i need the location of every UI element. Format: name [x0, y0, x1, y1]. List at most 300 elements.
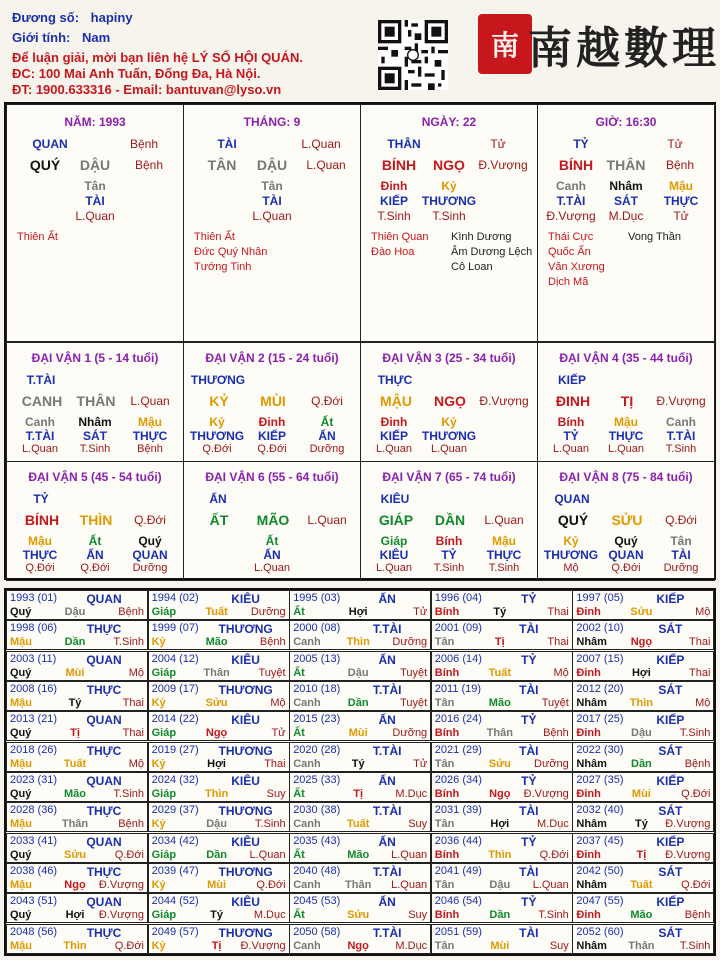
hidden-can: Mậu: [614, 415, 638, 429]
year-star: QUAN: [86, 895, 122, 910]
year-label: 2047 (55): [576, 895, 624, 908]
year-can: Đinh: [576, 848, 601, 861]
dai-van-can: ẤT: [209, 512, 229, 528]
year-cell[interactable]: [572, 893, 714, 923]
year-chi: Ngọ: [630, 636, 653, 649]
year-chi: Thìn: [63, 939, 87, 952]
year-cell[interactable]: [148, 893, 290, 923]
year-stage: L.Quan: [532, 878, 569, 891]
dai-van-stage: Q.Đới: [134, 513, 166, 527]
year-stage: Q.Đới: [681, 878, 711, 891]
hidden-stage: T.Sinh: [377, 209, 411, 223]
year-label: 2006 (14): [434, 652, 482, 665]
year-can: Ất: [293, 787, 305, 800]
year-cell[interactable]: [148, 742, 290, 772]
year-cell[interactable]: [431, 924, 573, 954]
year-stage: T.Sinh: [538, 909, 569, 922]
year-label: 2037 (45): [576, 834, 624, 847]
hidden-can: Đinh: [258, 415, 286, 429]
year-star: TỶ: [521, 713, 537, 728]
year-cell[interactable]: [289, 590, 431, 620]
year-chi: Tuất: [488, 666, 511, 679]
hidden-stage: T.Sinh: [433, 562, 465, 574]
year-cell[interactable]: [6, 893, 148, 923]
year-can: Kỷ: [151, 818, 166, 831]
year-chi: Thân: [61, 818, 89, 831]
year-label: 2013 (21): [10, 713, 58, 726]
year-stage: Đ.Vượng: [98, 878, 144, 891]
year-chi: Dậu: [347, 666, 369, 679]
pillars-grid: [4, 102, 716, 580]
hidden-stage: M.Dục: [608, 209, 644, 223]
dai-van-can: BÍNH: [24, 512, 60, 528]
year-cell[interactable]: [148, 651, 290, 681]
year-cell[interactable]: [572, 651, 714, 681]
hidden-stage: L.Quan: [75, 209, 115, 223]
hidden-god: THƯƠNG: [421, 429, 477, 443]
pillar-title: NĂM: 1993: [64, 115, 126, 129]
hidden-stage: L.Quan: [253, 562, 291, 574]
year-cell[interactable]: [6, 924, 148, 954]
dai-van-chi: MÃO: [256, 512, 290, 528]
year-stage: Mộ: [695, 606, 711, 618]
dai-van-can: ĐINH: [555, 393, 591, 409]
year-cell[interactable]: [572, 924, 714, 954]
year-star: THỰC: [86, 804, 122, 819]
year-stage: Dưỡng: [392, 636, 428, 649]
year-stage: Tuyệt: [258, 666, 286, 679]
year-chi: Tuất: [205, 606, 228, 618]
year-cell[interactable]: [572, 681, 714, 711]
year-cell[interactable]: [431, 893, 573, 923]
year-chi: Mão: [347, 848, 370, 861]
pillar-can: BÍNH: [558, 157, 594, 173]
pillar-top-god: THÂN: [387, 137, 421, 151]
year-star: TÀI: [519, 864, 539, 879]
year-can: Nhâm: [576, 939, 607, 952]
year-stage: T.Sinh: [255, 818, 286, 831]
hidden-can: Mậu: [669, 179, 693, 193]
year-star: THƯƠNG: [218, 622, 273, 637]
year-stage: Q.Đới: [114, 848, 144, 861]
year-star: THỰC: [86, 622, 122, 637]
year-cell[interactable]: [289, 802, 431, 832]
year-star: THƯƠNG: [218, 925, 273, 940]
year-label: 1998 (06): [10, 622, 58, 635]
year-chi: Tị: [494, 636, 505, 649]
year-label: 2020 (28): [293, 743, 341, 756]
year-cell[interactable]: [6, 833, 148, 863]
year-cell[interactable]: [148, 802, 290, 832]
year-can: Canh: [293, 818, 321, 831]
year-can: Tân: [434, 818, 455, 831]
hidden-god: ẤN: [263, 548, 281, 562]
hidden-god: ẤN: [318, 429, 336, 443]
year-cell[interactable]: [572, 772, 714, 802]
hidden-can: Kỷ: [441, 179, 457, 193]
hidden-god: THỰC: [132, 429, 168, 443]
year-chi: Hợi: [65, 909, 85, 922]
year-chi: Hợi: [631, 666, 651, 679]
year-cell[interactable]: [431, 833, 573, 863]
year-star: TÀI: [519, 682, 539, 697]
year-chi: Sửu: [347, 909, 370, 922]
year-cell[interactable]: [148, 590, 290, 620]
year-star: KIẾP: [656, 592, 685, 606]
year-can: Mậu: [10, 878, 32, 891]
year-can: Mậu: [10, 636, 32, 649]
pillar-can: QUÝ: [29, 157, 61, 173]
dai-van-stage: L.Quan: [130, 394, 170, 408]
hidden-can: Bính: [435, 534, 463, 548]
year-star: ẤN: [378, 652, 396, 667]
star-item: Dịch Mã: [548, 276, 589, 288]
year-cell[interactable]: [431, 681, 573, 711]
year-cell[interactable]: [289, 711, 431, 741]
year-stage: Suy: [408, 818, 428, 831]
dai-van-god: QUAN: [554, 492, 590, 506]
dai-van-chi: DẦN: [434, 512, 466, 528]
year-label: 1997 (05): [576, 592, 624, 604]
hidden-god: TỶ: [563, 429, 579, 443]
year-cell[interactable]: [289, 772, 431, 802]
hidden-stage: T.Sinh: [665, 443, 697, 455]
pillar-cell: [6, 104, 184, 342]
pillar-cell: [183, 104, 361, 342]
hidden-can: Nhâm: [609, 179, 643, 193]
year-chi: Dần: [64, 636, 86, 649]
star-item: Âm Dương Lệch: [451, 246, 533, 258]
year-star: QUAN: [86, 773, 122, 788]
hidden-can: Canh: [556, 179, 586, 193]
year-chi: Ngọ: [205, 727, 228, 740]
hidden-god: KIÊU: [379, 548, 409, 562]
year-cell[interactable]: [6, 590, 148, 620]
year-star: THƯƠNG: [218, 804, 273, 819]
year-cell[interactable]: [6, 802, 148, 832]
year-cell[interactable]: [572, 863, 714, 893]
year-can: Tân: [434, 939, 455, 952]
pillar-chi: DẬU: [256, 157, 288, 173]
year-cell[interactable]: [431, 863, 573, 893]
year-stage: Thai: [122, 727, 144, 740]
year-cell[interactable]: [148, 833, 290, 863]
year-cell[interactable]: [6, 711, 148, 741]
year-cell[interactable]: [431, 802, 573, 832]
year-star: TỶ: [521, 895, 537, 910]
year-label: 2034 (42): [151, 834, 199, 847]
pillar-can: BÍNH: [381, 157, 417, 173]
year-can: Bính: [434, 606, 460, 618]
year-cell[interactable]: [148, 772, 290, 802]
year-can: Đinh: [576, 909, 601, 922]
year-cell[interactable]: [148, 620, 290, 650]
year-stage: M.Dục: [537, 818, 569, 831]
year-stage: Bệnh: [118, 818, 144, 831]
year-chi: Thìn: [629, 696, 653, 709]
dai-van-cell: [6, 461, 184, 581]
pillar-cell: [360, 104, 538, 342]
hidden-stage: L.Quan: [375, 562, 413, 574]
year-label: 2039 (47): [151, 864, 199, 877]
year-cell[interactable]: [289, 620, 431, 650]
pillar-top-god: TỶ: [573, 137, 589, 151]
year-cell[interactable]: [289, 651, 431, 681]
hidden-stage: T.Sinh: [79, 443, 111, 455]
year-cell[interactable]: [289, 863, 431, 893]
year-cell[interactable]: [6, 651, 148, 681]
year-star: T.TÀI: [372, 743, 402, 758]
pillar-title: NGÀY: 22: [421, 115, 477, 129]
year-can: Tân: [434, 757, 455, 770]
year-stage: Q.Đới: [681, 787, 711, 800]
year-label: 2044 (52): [151, 895, 199, 908]
year-stage: Thai: [547, 636, 569, 649]
year-chi: Sửu: [205, 696, 228, 709]
star-item: Thiên Ất: [17, 231, 58, 243]
year-cell[interactable]: [289, 742, 431, 772]
year-can: Bính: [434, 727, 460, 740]
year-chi: Thân: [345, 878, 372, 891]
year-can: Đinh: [576, 666, 601, 679]
year-cell[interactable]: [572, 711, 714, 741]
dai-van-can: MẬU: [380, 393, 412, 409]
star-item: Đào Hoa: [371, 246, 415, 258]
year-cell[interactable]: [572, 742, 714, 772]
year-label: 2036 (44): [434, 834, 482, 847]
year-star: TỶ: [521, 592, 537, 606]
year-chi: Sửu: [63, 848, 87, 861]
pillar-stage: L.Quan: [306, 158, 346, 172]
year-cell[interactable]: [572, 590, 714, 620]
year-can: Quý: [10, 666, 32, 679]
year-stage: Q.Đới: [539, 848, 569, 861]
dai-van-god: THƯƠNG: [190, 373, 246, 387]
annual-luck-table: [4, 588, 716, 956]
year-star: KIẾP: [656, 713, 685, 728]
year-chi: Tuất: [630, 878, 653, 891]
qr-code-icon[interactable]: [378, 20, 448, 90]
year-stage: Đ.Vượng: [523, 787, 569, 800]
hidden-god: TỶ: [441, 548, 457, 562]
year-chi: Dần: [631, 757, 652, 770]
hidden-god: TÀI: [85, 194, 105, 208]
gender-label: Giới tính:: [12, 30, 71, 45]
year-cell[interactable]: [148, 681, 290, 711]
hidden-god: THƯƠNG: [421, 194, 477, 208]
year-stage: Bệnh: [684, 909, 711, 922]
star-item: Tướng Tinh: [194, 261, 252, 273]
dai-van-title: ĐẠI VẬN 7 (65 - 74 tuổi): [382, 470, 516, 484]
year-star: THỰC: [86, 864, 122, 879]
year-label: 1999 (07): [151, 622, 199, 635]
year-stage: Mộ: [270, 696, 286, 709]
year-stage: Đ.Vượng: [665, 848, 711, 861]
dai-van-cell: [537, 461, 715, 581]
brand-logo-text: 南越數理: [528, 23, 720, 74]
year-stage: Thai: [688, 666, 711, 679]
year-can: Giáp: [151, 909, 177, 922]
year-chi: Dần: [347, 696, 369, 709]
year-cell[interactable]: [289, 833, 431, 863]
year-stage: Bệnh: [259, 636, 286, 649]
hidden-can: Kỷ: [563, 534, 579, 548]
hidden-stage: T.Sinh: [432, 209, 466, 223]
year-cell[interactable]: [289, 681, 431, 711]
year-can: Quý: [10, 909, 32, 922]
year-cell[interactable]: [6, 742, 148, 772]
hidden-stage: L.Quan: [21, 443, 59, 455]
phone-email-line[interactable]: ĐT: 1900.633316 - Email: bantuvan@lyso.vn: [12, 82, 282, 97]
year-cell[interactable]: [6, 772, 148, 802]
dai-van-cell: [537, 342, 715, 462]
year-can: Quý: [10, 606, 32, 618]
year-chi: Tý: [351, 757, 365, 770]
year-star: KIÊU: [231, 834, 260, 849]
year-chi: Tị: [636, 848, 647, 861]
pillar-top-stage: Bệnh: [129, 137, 159, 151]
year-label: 2029 (37): [151, 804, 199, 817]
year-cell[interactable]: [148, 711, 290, 741]
year-cell[interactable]: [431, 651, 573, 681]
year-chi: Mùi: [207, 878, 227, 891]
year-star: TÀI: [519, 622, 539, 637]
year-chi: Thân: [486, 727, 513, 740]
year-cell[interactable]: [289, 924, 431, 954]
dai-van-title: ĐẠI VẬN 1 (5 - 14 tuổi): [31, 351, 159, 365]
pillar-chi: THÂN: [606, 157, 646, 173]
year-label: 2000 (08): [293, 622, 341, 635]
year-can: Kỷ: [151, 696, 166, 709]
dai-van-title: ĐẠI VẬN 3 (25 - 34 tuổi): [382, 351, 516, 365]
year-stage: T.Sinh: [113, 787, 144, 800]
dai-van-god: KIẾP: [557, 373, 586, 387]
year-star: ẤN: [378, 773, 396, 788]
year-cell[interactable]: [431, 772, 573, 802]
year-chi: Sửu: [488, 757, 511, 770]
year-label: 2050 (58): [293, 925, 341, 938]
year-label: 2026 (34): [434, 773, 482, 786]
hidden-can: Nhâm: [78, 415, 112, 429]
year-stage: T.Sinh: [679, 939, 711, 952]
hidden-can: Canh: [25, 415, 55, 429]
year-can: Bính: [434, 909, 460, 922]
year-chi: Dậu: [64, 606, 86, 618]
year-chi: Dậu: [489, 878, 511, 891]
hidden-god: T.TÀI: [666, 429, 696, 443]
hidden-stage: Q.Đới: [611, 562, 641, 574]
year-chi: Mùi: [490, 939, 510, 952]
year-stage: Bệnh: [684, 757, 711, 770]
pillar-can: TÂN: [207, 157, 237, 173]
year-can: Nhâm: [576, 636, 607, 649]
year-cell[interactable]: [572, 833, 714, 863]
hidden-stage: Dưỡng: [663, 562, 699, 574]
hidden-stage: Đ.Vượng: [546, 209, 596, 223]
year-can: Ất: [293, 727, 305, 740]
year-cell[interactable]: [148, 863, 290, 893]
gender-line: [12, 30, 110, 45]
year-cell[interactable]: [572, 802, 714, 832]
year-cell[interactable]: [431, 620, 573, 650]
year-cell[interactable]: [431, 711, 573, 741]
year-can: Kỷ: [151, 939, 166, 952]
hidden-god: KIẾP: [379, 429, 408, 443]
year-label: 2031 (39): [434, 804, 482, 817]
year-can: Giáp: [151, 666, 177, 679]
year-star: T.TÀI: [372, 682, 402, 697]
year-stage: M.Dục: [395, 939, 428, 952]
year-label: 1994 (02): [151, 592, 199, 604]
hidden-stage: Dưỡng: [309, 443, 345, 455]
dai-van-title: ĐẠI VẬN 2 (15 - 24 tuổi): [205, 351, 339, 365]
year-cell[interactable]: [289, 893, 431, 923]
dai-van-god: KIÊU: [380, 492, 410, 506]
year-stage: Mộ: [128, 666, 144, 679]
year-can: Nhâm: [576, 878, 607, 891]
year-label: 2040 (48): [293, 864, 341, 877]
year-star: KIÊU: [231, 652, 260, 667]
year-star: THƯƠNG: [218, 743, 273, 758]
year-stage: Tuyệt: [541, 696, 569, 709]
year-chi: Ngọ: [64, 878, 86, 891]
year-cell[interactable]: [6, 681, 148, 711]
year-chi: Tuất: [63, 757, 87, 770]
year-label: 1996 (04): [434, 592, 482, 604]
hidden-stage: T.Sinh: [488, 562, 520, 574]
year-star: THỰC: [86, 743, 122, 758]
year-label: 2015 (23): [293, 713, 341, 726]
year-can: Quý: [10, 727, 32, 740]
year-stage: M.Dục: [253, 909, 286, 922]
year-chi: Ngọ: [347, 939, 369, 952]
dai-van-cell: [6, 342, 184, 462]
year-chi: Hợi: [207, 757, 226, 770]
year-can: Bính: [434, 787, 460, 800]
year-chi: Hợi: [348, 606, 368, 618]
year-cell[interactable]: [148, 924, 290, 954]
year-stage: Suy: [408, 909, 428, 922]
year-cell[interactable]: [6, 863, 148, 893]
year-stage: Thai: [688, 636, 711, 649]
year-star: QUAN: [86, 652, 122, 667]
year-cell[interactable]: [6, 620, 148, 650]
year-label: 2046 (54): [434, 895, 482, 908]
year-star: KIÊU: [231, 773, 260, 788]
year-chi: Tý: [634, 818, 648, 831]
star-item: Thái Cực: [548, 231, 594, 243]
year-star: TỶ: [521, 652, 537, 667]
hidden-god: T.TÀI: [556, 194, 586, 208]
year-cell[interactable]: [572, 620, 714, 650]
year-can: Mậu: [10, 757, 32, 770]
year-label: 2052 (60): [576, 925, 624, 938]
dai-van-stage: Đ.Vượng: [479, 394, 529, 408]
owner-label: Đương số:: [12, 10, 80, 25]
dai-van-title: ĐẠI VẬN 6 (55 - 64 tuổi): [205, 470, 339, 484]
year-cell[interactable]: [431, 742, 573, 772]
year-can: Quý: [10, 848, 32, 861]
year-can: Đinh: [576, 727, 601, 740]
year-can: Bính: [434, 848, 460, 861]
year-can: Giáp: [151, 606, 177, 618]
year-stage: Thai: [122, 696, 144, 709]
hidden-god: TÀI: [262, 194, 282, 208]
year-cell[interactable]: [431, 590, 573, 620]
dai-van-god: TỶ: [33, 492, 49, 506]
hidden-stage: L.Quan: [252, 209, 292, 223]
hidden-god: SÁT: [614, 194, 638, 208]
